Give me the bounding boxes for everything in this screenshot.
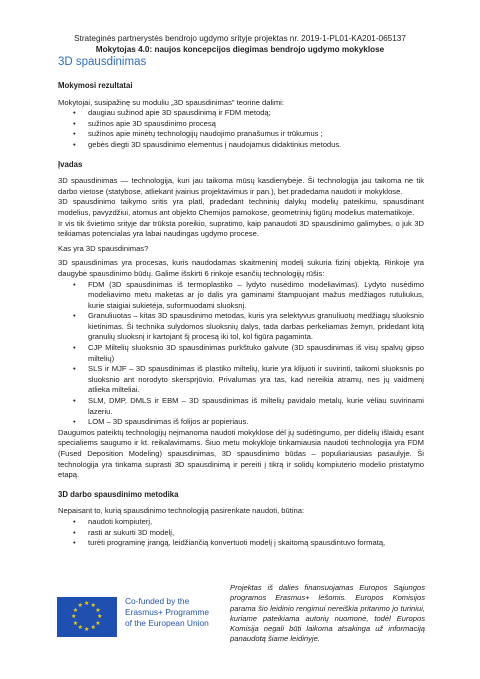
list-item: • FDM (3D spausdinimas iš termoplastiko – lydyto nusėdimo modeliavimas). Lydyto nusėdimo modeliavimo metu maketas ar jo dalis yra gaminami štampuojant mažus medžiagos rutuliukus, kurie staigiai sukietėja, suformuodami sluoksnį. (58, 280, 424, 312)
eu-star-icon: ★ (77, 625, 83, 632)
eu-star-icon: ★ (95, 620, 101, 627)
intro-question: Kas yra 3D spausdinimas? (58, 243, 149, 253)
intro-paragraph: Daugumos pateiktų technologijų neįmanoma naudoti mokyklose dėl jų sudėtingumo, per didelių išlaidų esant specialiems saugumo ir kt. reikalavimams. Šiuo metu mokykloje tinkamiausia naudoti technologija yra FDM (Fused Deposition Modeling) spausdinimas, 3D spausdinimo būdas – populiariausias pasaulyje. Ši technologija yra tinkama suprasti 3D spausdinimą ir pereiti į tikrą ir solidų kompiuterio modelio pristatymo etapą. (58, 427, 424, 480)
list-item: • SLS ir MJF – 3D spausdinimas iš plastiko miltelių, kurie yra klijuoti ir suvirinti, taikomi sluoksnis po sluoksnio ant norodyto skersprjūvio. Privalumas yra tas, kad nereikia atramų, nes jų vaidmenį atlieka milteliai. (58, 364, 424, 396)
outcomes-heading: Mokymosi rezultatai (58, 81, 133, 90)
intro-paragraph: 3D spausdinimas yra procesas, kuris naudodamas skaitmeninį modelį sukuria fizinį objektą. Rinkoje yra daugybė spausdinimo būdų. Galime išskirti 6 rinkoje esančių technologijų rūšis: (58, 258, 424, 278)
document-body (58, 81, 424, 549)
method-intro: Nepaisant to, kurią spausdinimo technologiją pasirenkate naudoti, būtina: (58, 506, 305, 516)
eu-flag-icon (57, 597, 117, 637)
intro-paragraph: 3D spausdinimas — technologija, kuri jau taikoma mūsų kasdienybėje. Ši technologija jau taikoma ne tik darbo vietose (statybose, atliekant įvairius projektavimus ir pan.), bet pradedama naudoti ir mokyklose. (58, 176, 424, 196)
header-project-line: Strateginės partnerystės bendrojo ugdymo srityje projektas nr. 2019-1-PL01-KA201-065137 (74, 34, 406, 43)
list-item: • daugiau sužinod apie 3D spausdinimą ir FDM metodą; (58, 108, 424, 119)
funding-disclaimer: Projektas iš dalies finansuojamas Europos Sąjungos programos Erasmus+ lėšomis. Europos Komisijos parama šio leidinio rengimui nereiškia pritarimo jo turiniui, kuriame pateikiama autorių nuomonė, todėl Europos Komisija negali būti laikoma atsakinga už informaciją panaudotą šiame leidinyje. (230, 583, 425, 644)
method-heading: 3D darbo spausdinimo metodika (58, 489, 179, 499)
eu-star-icon: ★ (72, 620, 79, 627)
eu-line-2: Erasmus+ Programme (125, 607, 210, 617)
list-item: • turėti programinę įrangą, leidžiančią konvertuoti modelį į skaitomą spausdintuvo formatą, (58, 538, 424, 549)
page-header (0, 33, 480, 55)
list-item: • gebės diegti 3D spausdinimo elementus į naudojamus didaktinius metodus. (58, 140, 424, 151)
eu-star-icon: ★ (72, 607, 79, 614)
eu-line-1: Co-funded by the (125, 596, 190, 606)
eu-star-icon: ★ (97, 614, 103, 620)
eu-star-icon: ★ (84, 601, 90, 607)
eu-star-icon: ★ (90, 625, 96, 632)
list-item: • sužinos apie 3D spausdinimo procesą (58, 119, 424, 130)
method-list (58, 517, 424, 549)
document-title: 3D spausdinimas (58, 56, 147, 68)
outcomes-intro: Mokytojai, susipažinę su moduliu „3D spausdinimas" teorine dalimi: (58, 97, 284, 107)
list-item: • sužinos apie minėtų technologijų naudojimo pranašumus ir trūkumus ; (58, 129, 424, 140)
page-footer (55, 583, 425, 663)
eu-star-icon: ★ (90, 602, 96, 609)
list-item: • Granuliuotas – kitas 3D spausdinimo metodas, kuris yra selektyvus granuliuotų medžiagų sluoksnio kietinimas. Ši technika sulydomos sluoksnių dalys, tada darbas perkeliamas žemyn, pridedant kitą granulių sluoksnį ir kartojant šį procesą iki tol, kol figūra pagaminta. (58, 311, 424, 343)
header-subtitle: Mokytojas 4.0: naujos koncepcijos diegimas bendrojo ugdymo mokyklose (95, 45, 385, 54)
intro-paragraph: 3D spausdinimo taikymo sritis yra platl, pradedant techninių dalykų modelių pateikimu, spausdinant modelius, pavyzdžiui, atomus ant objekto Chemijos pamokose, geometrinių figūrų modelius matematikoje. (58, 197, 424, 217)
eu-star-icon: ★ (77, 602, 83, 609)
eu-star-icon: ★ (71, 614, 77, 620)
eu-star-icon: ★ (95, 607, 101, 614)
eu-line-3: of the European Union (125, 618, 209, 628)
outcomes-list (58, 108, 424, 150)
intro-heading: Įvadas (58, 159, 83, 169)
list-item: • SLM, DMP, DMLS ir EBM – 3D spausdinimas iš miltelių pavidalo metalų, kurie vėliau suvirinami lazeriu. (58, 396, 424, 417)
list-item: • rasti ar sukurti 3D modelį, (58, 528, 424, 539)
intro-paragraph: Ir vis tik švietimo srityje dar trūksta poreikio, supratimo, kaip panaudoti 3D spausdinimo galimybes, o juk 3D teikiamas potencialas yra labai naudingas ugdymo procese. (58, 218, 424, 239)
technology-list (58, 280, 424, 428)
list-item: • naudoti kompiuterį, (58, 517, 424, 528)
eu-star-icon: ★ (84, 627, 90, 633)
eu-cofunded-logo-text (125, 596, 215, 629)
list-item: • LOM – 3D spausdinimas iš folijos ar popieriaus. (58, 417, 424, 428)
list-item: • CJP Miltelių sluoksnio 3D spausdinimas purkštuko galvute (3D spausdinimas iš visų spalvų gipso miltelių) (58, 343, 424, 364)
